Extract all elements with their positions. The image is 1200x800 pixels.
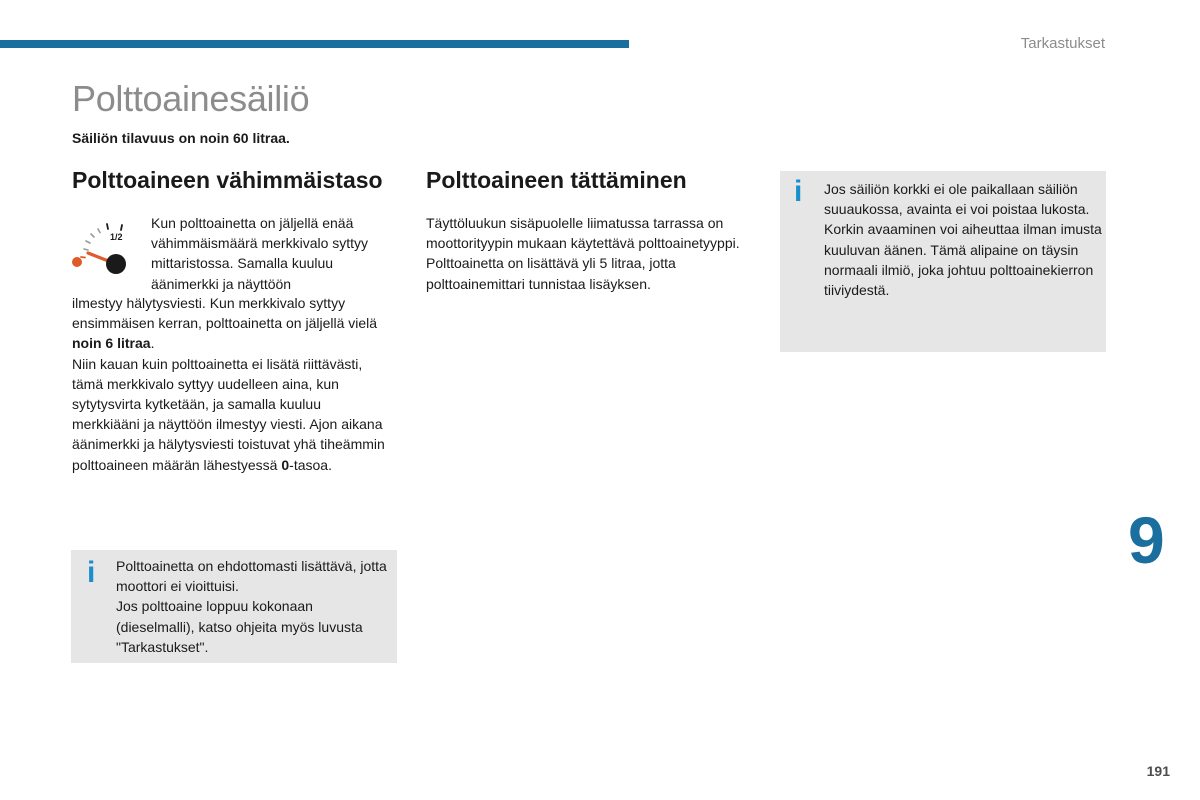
page-number: 191 [1146, 763, 1170, 779]
heading-minimum-level: Polttoaineen vähimmäistaso [72, 167, 383, 193]
info-box-engine-warning [71, 550, 397, 663]
info-box-text: Polttoainetta on ehdottomasti lisättävä, jotta moottori ei vioittuisi. Jos polttoaine loppuu kokonaan (dieselmalli), katso ohjeita myös luvusta "Tarkastukset". [116, 558, 387, 655]
refuelling-paragraph-1: Täyttöluukun sisäpuolelle liimatussa tarrassa on moottorityypin mukaan käytettävä polttoainetyyppi. [426, 215, 740, 252]
minimum-level-paragraph-2: Niin kauan kuin polttoainetta ei lisätä riittävästi, tämä merkkivalo syttyy uudelleen aina, kun sytytysvirta kytketään, ja samalla kuuluu merkkiääni ja näyttöön ilmestyy viesti. Ajon aikana äänimerkki ja hälytysviesti toistuvat yhä tiheämmin polttoaineen määrän lähestyessä 0-tasoa. [72, 355, 385, 473]
refuelling-body [426, 213, 746, 294]
minimum-level-body [72, 293, 392, 475]
header-accent-bar [0, 40, 629, 48]
info-box-fuel-cap [780, 171, 1106, 352]
minimum-level-paragraph-1: ilmestyy hälytysviesti. Kun merkkivalo syttyy ensimmäisen kerran, polttoainetta on jäljellä vielä noin 6 litraa. [72, 295, 378, 352]
page-title: Polttoainesäiliö [72, 78, 310, 119]
fuel-gauge-icon [66, 213, 146, 279]
minimum-level-intro: Kun polttoainetta on jäljellä enää vähimmäismäärä merkkivalo syttyy mittaristossa. Samalla kuuluu äänimerkki ja näyttöön [151, 215, 369, 292]
info-icon: i [87, 556, 96, 589]
info-box-text: Jos säiliön korkki ei ole paikallaan säiliön suuaukossa, avainta ei voi poistaa lukosta. Korkin avaaminen voi aiheuttaa ilman imusta kuuluvan äänen. Tämä alipaine on täysin normaali ilmiö, joka johtuu polttoainekierron tiiviydestä. [824, 181, 1102, 299]
chapter-number: 9 [1128, 503, 1165, 577]
tank-capacity-note: Säiliön tilavuus on noin 60 litraa. [72, 130, 290, 146]
refuelling-paragraph-2: Polttoainetta on lisättävä yli 5 litraa, jotta polttoainemittari tunnistaa lisäyksen. [426, 255, 676, 292]
heading-refuelling: Polttoaineen tättäminen [426, 167, 687, 193]
gauge-half-label: 1/2 [110, 232, 123, 242]
info-icon: i [794, 175, 803, 208]
section-label: Tarkastukset [1020, 35, 1105, 52]
